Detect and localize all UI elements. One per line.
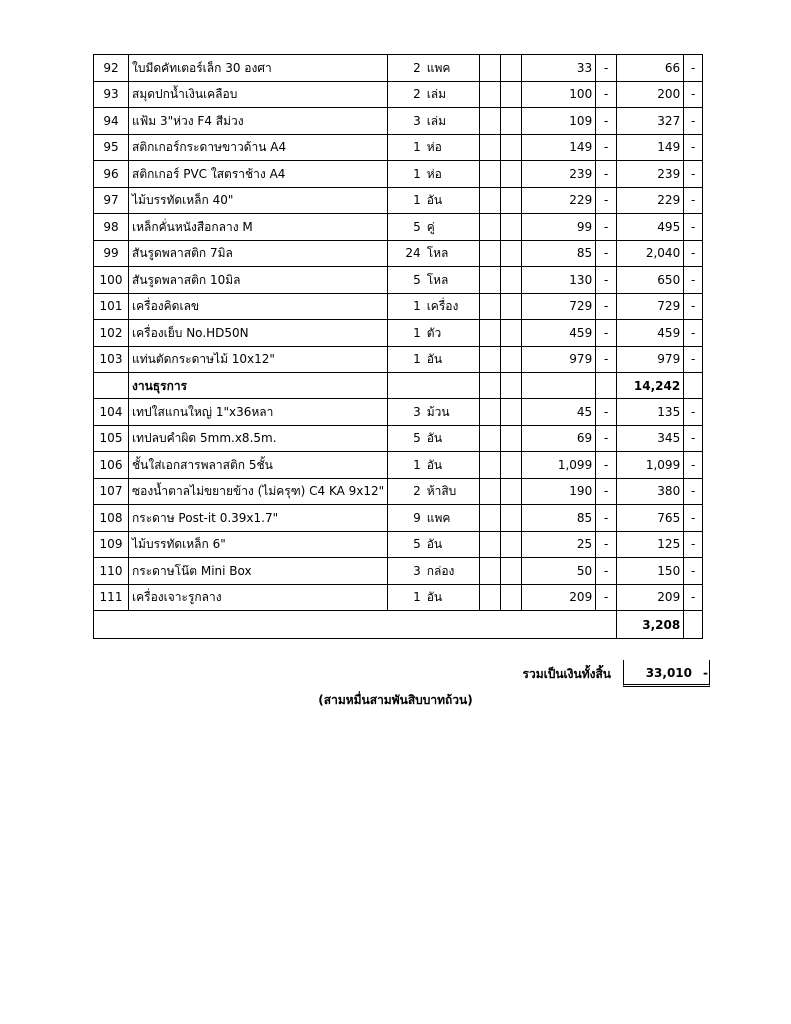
blank-cell [480, 134, 501, 161]
item-amount: 345 [617, 425, 684, 452]
item-qty: 5 [388, 267, 424, 294]
items-group-b [94, 399, 703, 611]
blank-cell [480, 161, 501, 188]
table-row [94, 214, 703, 241]
item-unit-price: 979 [522, 346, 596, 373]
items-table [93, 54, 703, 639]
item-qty: 2 [388, 478, 424, 505]
item-qty: 5 [388, 531, 424, 558]
item-no: 100 [94, 267, 129, 294]
amount-dash: - [684, 240, 703, 267]
subtotal-end-cell [684, 611, 703, 639]
table-row [94, 478, 703, 505]
price-dash: - [596, 214, 617, 241]
item-name: เทปใสแกนใหญ่ 1"x36หลา [129, 399, 388, 426]
blank-cell [480, 399, 501, 426]
section-blank-1 [480, 373, 501, 399]
price-list-sheet [93, 54, 703, 639]
blank-cell [501, 452, 522, 479]
blank-cell [480, 452, 501, 479]
blank-cell [501, 240, 522, 267]
amount-in-words: (สามหมื่นสามพันสิบบาทถ้วน) [318, 693, 473, 707]
item-amount: 135 [617, 399, 684, 426]
item-unit: อัน [424, 346, 480, 373]
item-no: 97 [94, 187, 129, 214]
item-amount: 459 [617, 320, 684, 347]
price-dash: - [596, 293, 617, 320]
grand-total-value: 33,010 [645, 666, 692, 680]
blank-cell [480, 425, 501, 452]
blank-cell [480, 267, 501, 294]
item-name: เครื่องคิดเลข [129, 293, 388, 320]
item-unit-price: 25 [522, 531, 596, 558]
item-unit-price: 45 [522, 399, 596, 426]
blank-cell [480, 584, 501, 611]
item-unit: อัน [424, 452, 480, 479]
item-qty: 24 [388, 240, 424, 267]
blank-cell [480, 55, 501, 82]
table-row [94, 134, 703, 161]
blank-cell [501, 161, 522, 188]
item-unit: โหล [424, 240, 480, 267]
item-unit: อัน [424, 531, 480, 558]
item-unit: อัน [424, 425, 480, 452]
item-unit: โหล [424, 267, 480, 294]
price-dash: - [596, 161, 617, 188]
table-row [94, 293, 703, 320]
item-qty: 5 [388, 425, 424, 452]
item-unit-price: 459 [522, 320, 596, 347]
item-qty: 1 [388, 293, 424, 320]
item-qty: 1 [388, 346, 424, 373]
item-name: สมุดปกน้ำเงินเคลือบ [129, 81, 388, 108]
item-unit: ห่อ [424, 134, 480, 161]
table-row [94, 81, 703, 108]
price-dash: - [596, 267, 617, 294]
blank-cell [501, 505, 522, 532]
item-name: ชั้นใส่เอกสารพลาสติก 5ชั้น [129, 452, 388, 479]
item-amount: 149 [617, 134, 684, 161]
blank-cell [480, 558, 501, 585]
item-qty: 1 [388, 187, 424, 214]
item-unit: ม้วน [424, 399, 480, 426]
blank-cell [501, 558, 522, 585]
grand-total-box [623, 660, 710, 687]
blank-cell [501, 478, 522, 505]
table-row [94, 267, 703, 294]
subtotal-group [94, 611, 703, 639]
section-total: 14,242 [617, 373, 684, 399]
blank-cell [480, 108, 501, 135]
item-unit: กล่อง [424, 558, 480, 585]
price-dash: - [596, 134, 617, 161]
item-no: 94 [94, 108, 129, 135]
amount-dash: - [684, 452, 703, 479]
item-no: 109 [94, 531, 129, 558]
item-qty: 3 [388, 108, 424, 135]
item-unit-price: 229 [522, 187, 596, 214]
amount-dash: - [684, 293, 703, 320]
item-amount: 239 [617, 161, 684, 188]
blank-cell [480, 505, 501, 532]
item-name: กระดาษโน๊ต Mini Box [129, 558, 388, 585]
blank-cell [501, 425, 522, 452]
blank-cell [501, 267, 522, 294]
item-amount: 2,040 [617, 240, 684, 267]
table-row [94, 425, 703, 452]
blank-cell [501, 108, 522, 135]
price-dash: - [596, 531, 617, 558]
item-qty: 3 [388, 399, 424, 426]
item-qty: 9 [388, 505, 424, 532]
item-unit: เล่ม [424, 108, 480, 135]
items-group-a [94, 55, 703, 373]
blank-cell [480, 214, 501, 241]
item-name: กระดาษ Post-it 0.39x1.7" [129, 505, 388, 532]
item-unit-price: 149 [522, 134, 596, 161]
amount-dash: - [684, 558, 703, 585]
section-dash-cell [596, 373, 617, 399]
item-unit-price: 100 [522, 81, 596, 108]
amount-dash: - [684, 187, 703, 214]
price-dash: - [596, 81, 617, 108]
price-dash: - [596, 320, 617, 347]
item-unit-price: 85 [522, 240, 596, 267]
blank-cell [501, 55, 522, 82]
amount-dash: - [684, 478, 703, 505]
price-dash: - [596, 452, 617, 479]
item-qty: 1 [388, 161, 424, 188]
item-unit-price: 130 [522, 267, 596, 294]
item-name: ไม้บรรทัดเหล็ก 6" [129, 531, 388, 558]
item-unit: ตัว [424, 320, 480, 347]
blank-cell [501, 584, 522, 611]
item-unit-price: 729 [522, 293, 596, 320]
item-amount: 200 [617, 81, 684, 108]
item-unit-price: 99 [522, 214, 596, 241]
item-name: ใบมีดคัทเตอร์เล็ก 30 องศา [129, 55, 388, 82]
price-dash: - [596, 584, 617, 611]
grand-total-row [93, 660, 711, 688]
price-dash: - [596, 240, 617, 267]
section-title: งานธุรการ [129, 373, 388, 399]
price-dash: - [596, 399, 617, 426]
item-no: 93 [94, 81, 129, 108]
price-dash: - [596, 55, 617, 82]
item-amount: 229 [617, 187, 684, 214]
blank-cell [501, 134, 522, 161]
item-qty: 1 [388, 452, 424, 479]
price-dash: - [596, 505, 617, 532]
item-unit-price: 33 [522, 55, 596, 82]
table-row [94, 558, 703, 585]
item-no: 107 [94, 478, 129, 505]
item-name: สติกเกอร์กระดาษขาวด้าน A4 [129, 134, 388, 161]
amount-dash: - [684, 425, 703, 452]
item-amount: 66 [617, 55, 684, 82]
item-unit: แพค [424, 505, 480, 532]
blank-cell [480, 346, 501, 373]
blank-cell [501, 187, 522, 214]
blank-cell [480, 320, 501, 347]
grand-total-dash: - [703, 666, 708, 680]
item-unit: อัน [424, 584, 480, 611]
item-amount: 150 [617, 558, 684, 585]
item-unit: เล่ม [424, 81, 480, 108]
item-qty: 1 [388, 584, 424, 611]
table-row [94, 108, 703, 135]
item-no: 96 [94, 161, 129, 188]
amount-dash: - [684, 161, 703, 188]
item-unit: คู่ [424, 214, 480, 241]
table-row [94, 452, 703, 479]
item-unit: แพค [424, 55, 480, 82]
item-name: เหล็กคั่นหนังสือกลาง M [129, 214, 388, 241]
table-row [94, 584, 703, 611]
item-amount: 979 [617, 346, 684, 373]
price-dash: - [596, 187, 617, 214]
table-row [94, 531, 703, 558]
item-no: 111 [94, 584, 129, 611]
item-amount: 209 [617, 584, 684, 611]
blank-cell [480, 81, 501, 108]
subtotal-row [94, 611, 703, 639]
item-name: สันรูดพลาสติก 7มิล [129, 240, 388, 267]
item-amount: 495 [617, 214, 684, 241]
amount-dash: - [684, 108, 703, 135]
amount-dash: - [684, 267, 703, 294]
item-no: 105 [94, 425, 129, 452]
amount-dash: - [684, 214, 703, 241]
amount-dash: - [684, 55, 703, 82]
item-no: 102 [94, 320, 129, 347]
item-no: 104 [94, 399, 129, 426]
item-unit-price: 209 [522, 584, 596, 611]
item-qty: 1 [388, 134, 424, 161]
table-row [94, 346, 703, 373]
section-price-cell [522, 373, 596, 399]
item-no: 98 [94, 214, 129, 241]
item-unit-price: 239 [522, 161, 596, 188]
item-qty: 1 [388, 320, 424, 347]
blank-cell [501, 81, 522, 108]
table-row [94, 161, 703, 188]
item-unit: ห้าสิบ [424, 478, 480, 505]
item-unit-price: 1,099 [522, 452, 596, 479]
section-end-cell [684, 373, 703, 399]
section-header [94, 373, 703, 399]
table-row [94, 320, 703, 347]
table-row [94, 399, 703, 426]
amount-dash: - [684, 505, 703, 532]
price-dash: - [596, 108, 617, 135]
item-qty: 5 [388, 214, 424, 241]
amount-dash: - [684, 320, 703, 347]
item-unit: ห่อ [424, 161, 480, 188]
subtotal-value: 3,208 [617, 611, 684, 639]
section-qty-cell [388, 373, 480, 399]
item-no: 106 [94, 452, 129, 479]
blank-cell [501, 214, 522, 241]
item-no: 103 [94, 346, 129, 373]
item-no: 101 [94, 293, 129, 320]
item-unit-price: 109 [522, 108, 596, 135]
item-unit-price: 190 [522, 478, 596, 505]
blank-cell [501, 531, 522, 558]
blank-cell [501, 399, 522, 426]
amount-dash: - [684, 346, 703, 373]
table-row [94, 505, 703, 532]
item-amount: 1,099 [617, 452, 684, 479]
blank-cell [480, 240, 501, 267]
item-name: สติกเกอร์ PVC ใสตราช้าง A4 [129, 161, 388, 188]
item-amount: 650 [617, 267, 684, 294]
price-dash: - [596, 558, 617, 585]
amount-dash: - [684, 134, 703, 161]
item-name: แท่นตัดกระดาษไม้ 10x12" [129, 346, 388, 373]
item-name: เทปลบคำผิด 5mm.x8.5m. [129, 425, 388, 452]
item-unit: เครื่อง [424, 293, 480, 320]
item-name: แฟ้ม 3"ห่วง F4 สีม่วง [129, 108, 388, 135]
price-dash: - [596, 478, 617, 505]
table-row [94, 240, 703, 267]
item-no: 92 [94, 55, 129, 82]
item-amount: 327 [617, 108, 684, 135]
item-no: 110 [94, 558, 129, 585]
blank-cell [501, 293, 522, 320]
item-unit-price: 69 [522, 425, 596, 452]
table-row [94, 55, 703, 82]
section-no-cell [94, 373, 129, 399]
item-no: 108 [94, 505, 129, 532]
item-unit-price: 50 [522, 558, 596, 585]
item-name: เครื่องเย็บ No.HD50N [129, 320, 388, 347]
item-no: 95 [94, 134, 129, 161]
blank-cell [480, 531, 501, 558]
blank-cell [480, 293, 501, 320]
item-qty: 2 [388, 55, 424, 82]
item-amount: 125 [617, 531, 684, 558]
blank-cell [501, 346, 522, 373]
item-unit: อัน [424, 187, 480, 214]
item-name: ไม้บรรทัดเหล็ก 40" [129, 187, 388, 214]
item-amount: 729 [617, 293, 684, 320]
subtotal-spacer [94, 611, 617, 639]
item-name: เครื่องเจาะรูกลาง [129, 584, 388, 611]
item-no: 99 [94, 240, 129, 267]
section-row [94, 373, 703, 399]
amount-dash: - [684, 399, 703, 426]
table-row [94, 187, 703, 214]
amount-dash: - [684, 81, 703, 108]
item-name: สันรูดพลาสติก 10มิล [129, 267, 388, 294]
price-dash: - [596, 346, 617, 373]
price-dash: - [596, 425, 617, 452]
item-name: ซองน้ำตาลไม่ขยายข้าง (ไม่ครุฑ) C4 KA 9x12" [129, 478, 388, 505]
item-amount: 765 [617, 505, 684, 532]
section-blank-2 [501, 373, 522, 399]
item-qty: 2 [388, 81, 424, 108]
item-qty: 3 [388, 558, 424, 585]
item-amount: 380 [617, 478, 684, 505]
blank-cell [480, 478, 501, 505]
amount-dash: - [684, 531, 703, 558]
blank-cell [480, 187, 501, 214]
amount-dash: - [684, 584, 703, 611]
blank-cell [501, 320, 522, 347]
item-unit-price: 85 [522, 505, 596, 532]
grand-total-label: รวมเป็นเงินทั้งสิ้น [522, 667, 611, 681]
